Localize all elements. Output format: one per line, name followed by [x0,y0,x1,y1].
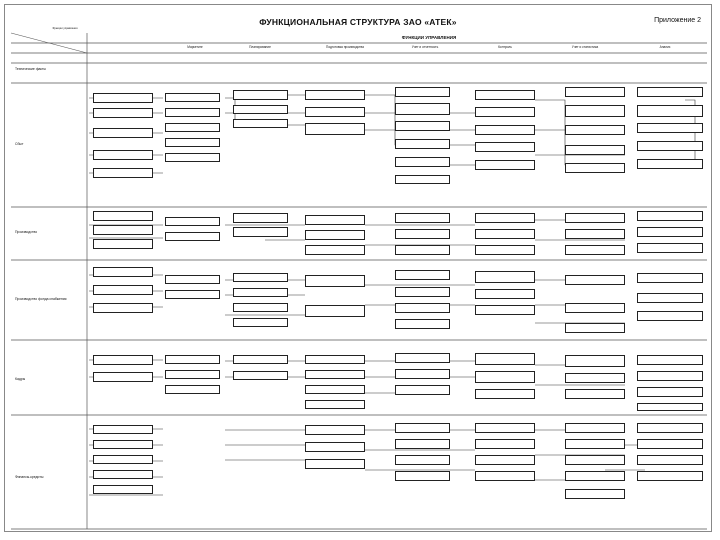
function-box [637,123,703,133]
function-box [165,138,220,147]
function-box [565,355,625,367]
function-box [637,227,703,237]
function-box [475,229,535,239]
function-box [305,215,365,225]
function-box [233,90,288,100]
function-box [395,471,450,481]
function-box [305,230,365,240]
function-box [395,229,450,239]
function-box [165,217,220,226]
function-box [233,303,288,312]
function-box [233,213,288,223]
function-box [395,287,450,297]
function-box [637,243,703,253]
function-box [475,439,535,449]
function-box [165,93,220,102]
function-box [93,425,153,434]
function-box [165,275,220,284]
function-box [305,400,365,409]
function-box [93,303,153,313]
function-box [395,139,450,149]
function-box [233,227,288,237]
function-box [165,123,220,132]
function-box [233,119,288,128]
function-box [395,270,450,280]
function-box [305,459,365,469]
function-box [475,423,535,433]
function-box [165,290,220,299]
function-box [93,108,153,118]
function-box [475,455,535,465]
function-box [165,385,220,394]
function-box [475,305,535,315]
corner-header-top: Функции управления [52,27,78,30]
function-box [395,353,450,363]
function-box [395,87,450,97]
function-box [565,229,625,239]
function-box [395,157,450,167]
function-box [637,311,703,321]
function-box [475,371,535,383]
function-box [233,318,288,327]
appendix-label: Приложение 2 [654,17,701,24]
row-label-supply: Производство фонда снабжения [15,297,67,301]
function-box [305,370,365,379]
function-box [395,245,450,255]
function-box [565,105,625,117]
function-box [565,145,625,155]
function-box [475,389,535,399]
function-box [233,105,288,114]
function-box [637,371,703,381]
function-box [93,440,153,449]
function-box [395,303,450,313]
function-box [305,355,365,364]
function-box [475,245,535,255]
function-box [637,387,703,397]
function-box [165,370,220,379]
function-box [305,123,365,135]
function-box [165,232,220,241]
function-box [395,385,450,395]
function-box [395,213,450,223]
function-box [637,403,703,411]
row-label-technical: Технические факты [15,67,46,71]
function-box [565,163,625,173]
function-box [565,275,625,285]
column-header: Учет и отчетность [411,45,439,49]
function-box [565,87,625,97]
function-box [395,319,450,329]
function-box [637,159,703,169]
function-box [93,239,153,249]
function-box [305,442,365,452]
function-box [637,471,703,481]
function-box [565,323,625,333]
function-box [93,470,153,479]
function-box [305,245,365,255]
function-box [475,213,535,223]
row-label-production: Производство [15,230,38,234]
page-title: ФУНКЦИОНАЛЬНАЯ СТРУКТУРА ЗАО «АТЕК» [259,17,457,27]
function-box [565,439,625,449]
function-box [305,425,365,435]
function-box [305,90,365,100]
function-box [475,107,535,117]
functions-header: ФУНКЦИИ УПРАВЛЕНИЯ [401,35,457,40]
column-header: Маркетинг [187,45,203,49]
row-label-finance: Финансы-кредиты [15,475,44,479]
function-box [395,455,450,465]
row-label-personnel: Кадры [15,377,26,381]
column-header: Анализ [659,45,671,49]
function-box [565,455,625,465]
function-box [637,273,703,283]
function-box [565,373,625,383]
function-box [395,423,450,433]
function-box [637,105,703,117]
function-box [637,87,703,97]
function-box [637,355,703,365]
function-box [565,489,625,499]
function-box [93,150,153,160]
function-box [93,267,153,277]
function-box [475,289,535,299]
function-box [565,125,625,135]
function-box [305,275,365,287]
function-box [637,293,703,303]
function-box [93,211,153,221]
function-box [93,225,153,235]
function-box [93,485,153,494]
function-box [475,90,535,100]
function-box [93,168,153,178]
function-box [637,141,703,151]
function-box [565,245,625,255]
function-box [565,213,625,223]
function-box [305,107,365,117]
function-box [305,385,365,394]
function-box [93,355,153,365]
column-header: Планирование [249,45,271,49]
function-box [305,305,365,317]
column-header: Учет и статистика [571,45,599,49]
function-box [395,121,450,131]
function-box [565,303,625,313]
function-box [475,142,535,152]
page-frame [4,4,712,532]
function-box [565,423,625,433]
row-label-sales: Сбыт [15,142,24,146]
function-box [475,353,535,365]
function-box [93,128,153,138]
function-box [233,371,288,380]
function-box [637,423,703,433]
function-box [165,153,220,162]
function-box [165,355,220,364]
function-box [395,103,450,115]
function-box [93,372,153,382]
function-box [395,175,450,184]
function-box [565,389,625,399]
function-box [475,160,535,170]
function-box [637,211,703,221]
function-box [637,455,703,465]
function-box [165,108,220,117]
function-box [475,271,535,283]
function-box [395,439,450,449]
function-box [93,93,153,103]
function-box [93,455,153,464]
function-box [233,273,288,282]
function-box [395,369,450,379]
function-box [233,288,288,297]
column-header: Подготовка производства [326,45,364,49]
function-box [565,471,625,481]
function-box [233,355,288,364]
function-box [475,125,535,135]
column-header: Контроль [498,45,512,49]
function-box [475,471,535,481]
function-box [93,285,153,295]
function-box [637,439,703,449]
